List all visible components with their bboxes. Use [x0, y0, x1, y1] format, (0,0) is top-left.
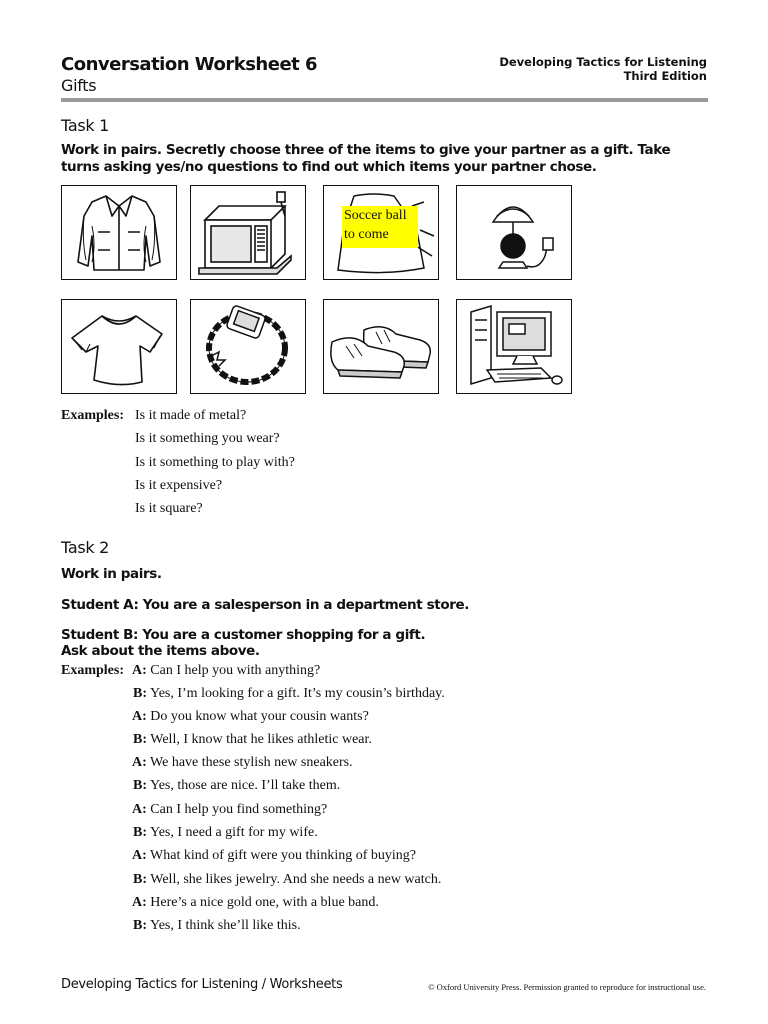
- dialogue-line: A: Can I help you with anything?: [132, 663, 321, 678]
- task1-examples-label: Examples:: [61, 408, 124, 423]
- dialogue-line: A: Can I help you find something?: [132, 802, 328, 817]
- placeholder-note: Soccer ball to come: [342, 206, 418, 248]
- dialogue-line: B: Yes, I’m looking for a gift. It’s my cousin’s birthday.: [133, 686, 445, 701]
- item-computer: [456, 299, 572, 394]
- book-title: Developing Tactics for Listening: [499, 55, 707, 69]
- example-question: Is it something to play with?: [135, 455, 295, 470]
- task2-line: Student B: You are a customer shopping for a gift.: [61, 627, 426, 643]
- dialogue-line: B: Yes, I think she’ll like this.: [133, 918, 301, 933]
- example-question: Is it made of metal?: [135, 408, 247, 423]
- lamp-icon: [457, 186, 571, 279]
- dialogue-line: B: Well, I know that he likes athletic wear.: [133, 732, 372, 747]
- watch-icon: [191, 300, 305, 393]
- task1-instruction: Work in pairs. Secretly choose three of the items to give your partner as a gift. Take turns asking yes/no questions to find out which items your partner chose.: [61, 142, 671, 175]
- jacket-icon: [62, 186, 176, 279]
- book-edition: Third Edition: [623, 69, 707, 83]
- task2-line: Ask about the items above.: [61, 643, 260, 659]
- item-watch: [190, 299, 306, 394]
- task1-heading: Task 1: [61, 116, 109, 135]
- dialogue-line: A: We have these stylish new sneakers.: [132, 755, 353, 770]
- worksheet-subtitle: Gifts: [61, 76, 97, 95]
- worksheet-title: Conversation Worksheet 6: [61, 54, 318, 75]
- dialogue-line: B: Well, she likes jewelry. And she needs a new watch.: [133, 872, 442, 887]
- dialogue-line: B: Yes, I need a gift for my wife.: [133, 825, 318, 840]
- header-divider: [61, 98, 708, 102]
- example-question: Is it expensive?: [135, 478, 223, 493]
- dialogue-line: A: Do you know what your cousin wants?: [132, 709, 369, 724]
- sneakers-icon: [324, 300, 438, 393]
- task2-line: Work in pairs.: [61, 566, 162, 582]
- microwave-icon: [191, 186, 305, 279]
- dialogue-line: A: Here’s a nice gold one, with a blue band.: [132, 895, 379, 910]
- footer-book-title: Developing Tactics for Listening / Worksheets: [61, 977, 343, 992]
- item-t-shirt: [61, 299, 177, 394]
- item-lamp: [456, 185, 572, 280]
- item-microwave: [190, 185, 306, 280]
- task2-line: Student A: You are a salesperson in a department store.: [61, 597, 469, 613]
- item-sneakers: [323, 299, 439, 394]
- dialogue-line: A: What kind of gift were you thinking of buying?: [132, 848, 416, 863]
- example-question: Is it square?: [135, 501, 203, 516]
- dialogue-line: B: Yes, those are nice. I’ll take them.: [133, 778, 341, 793]
- task2-heading: Task 2: [61, 538, 109, 557]
- task2-examples-label: Examples:: [61, 663, 124, 678]
- footer-copyright: © Oxford University Press. Permission granted to reproduce for instructional use.: [428, 982, 706, 992]
- computer-icon: [457, 300, 571, 393]
- example-question: Is it something you wear?: [135, 431, 280, 446]
- item-jacket: [61, 185, 177, 280]
- item-soccer-ball-placeholder: [323, 185, 439, 280]
- t-shirt-icon: [62, 300, 176, 393]
